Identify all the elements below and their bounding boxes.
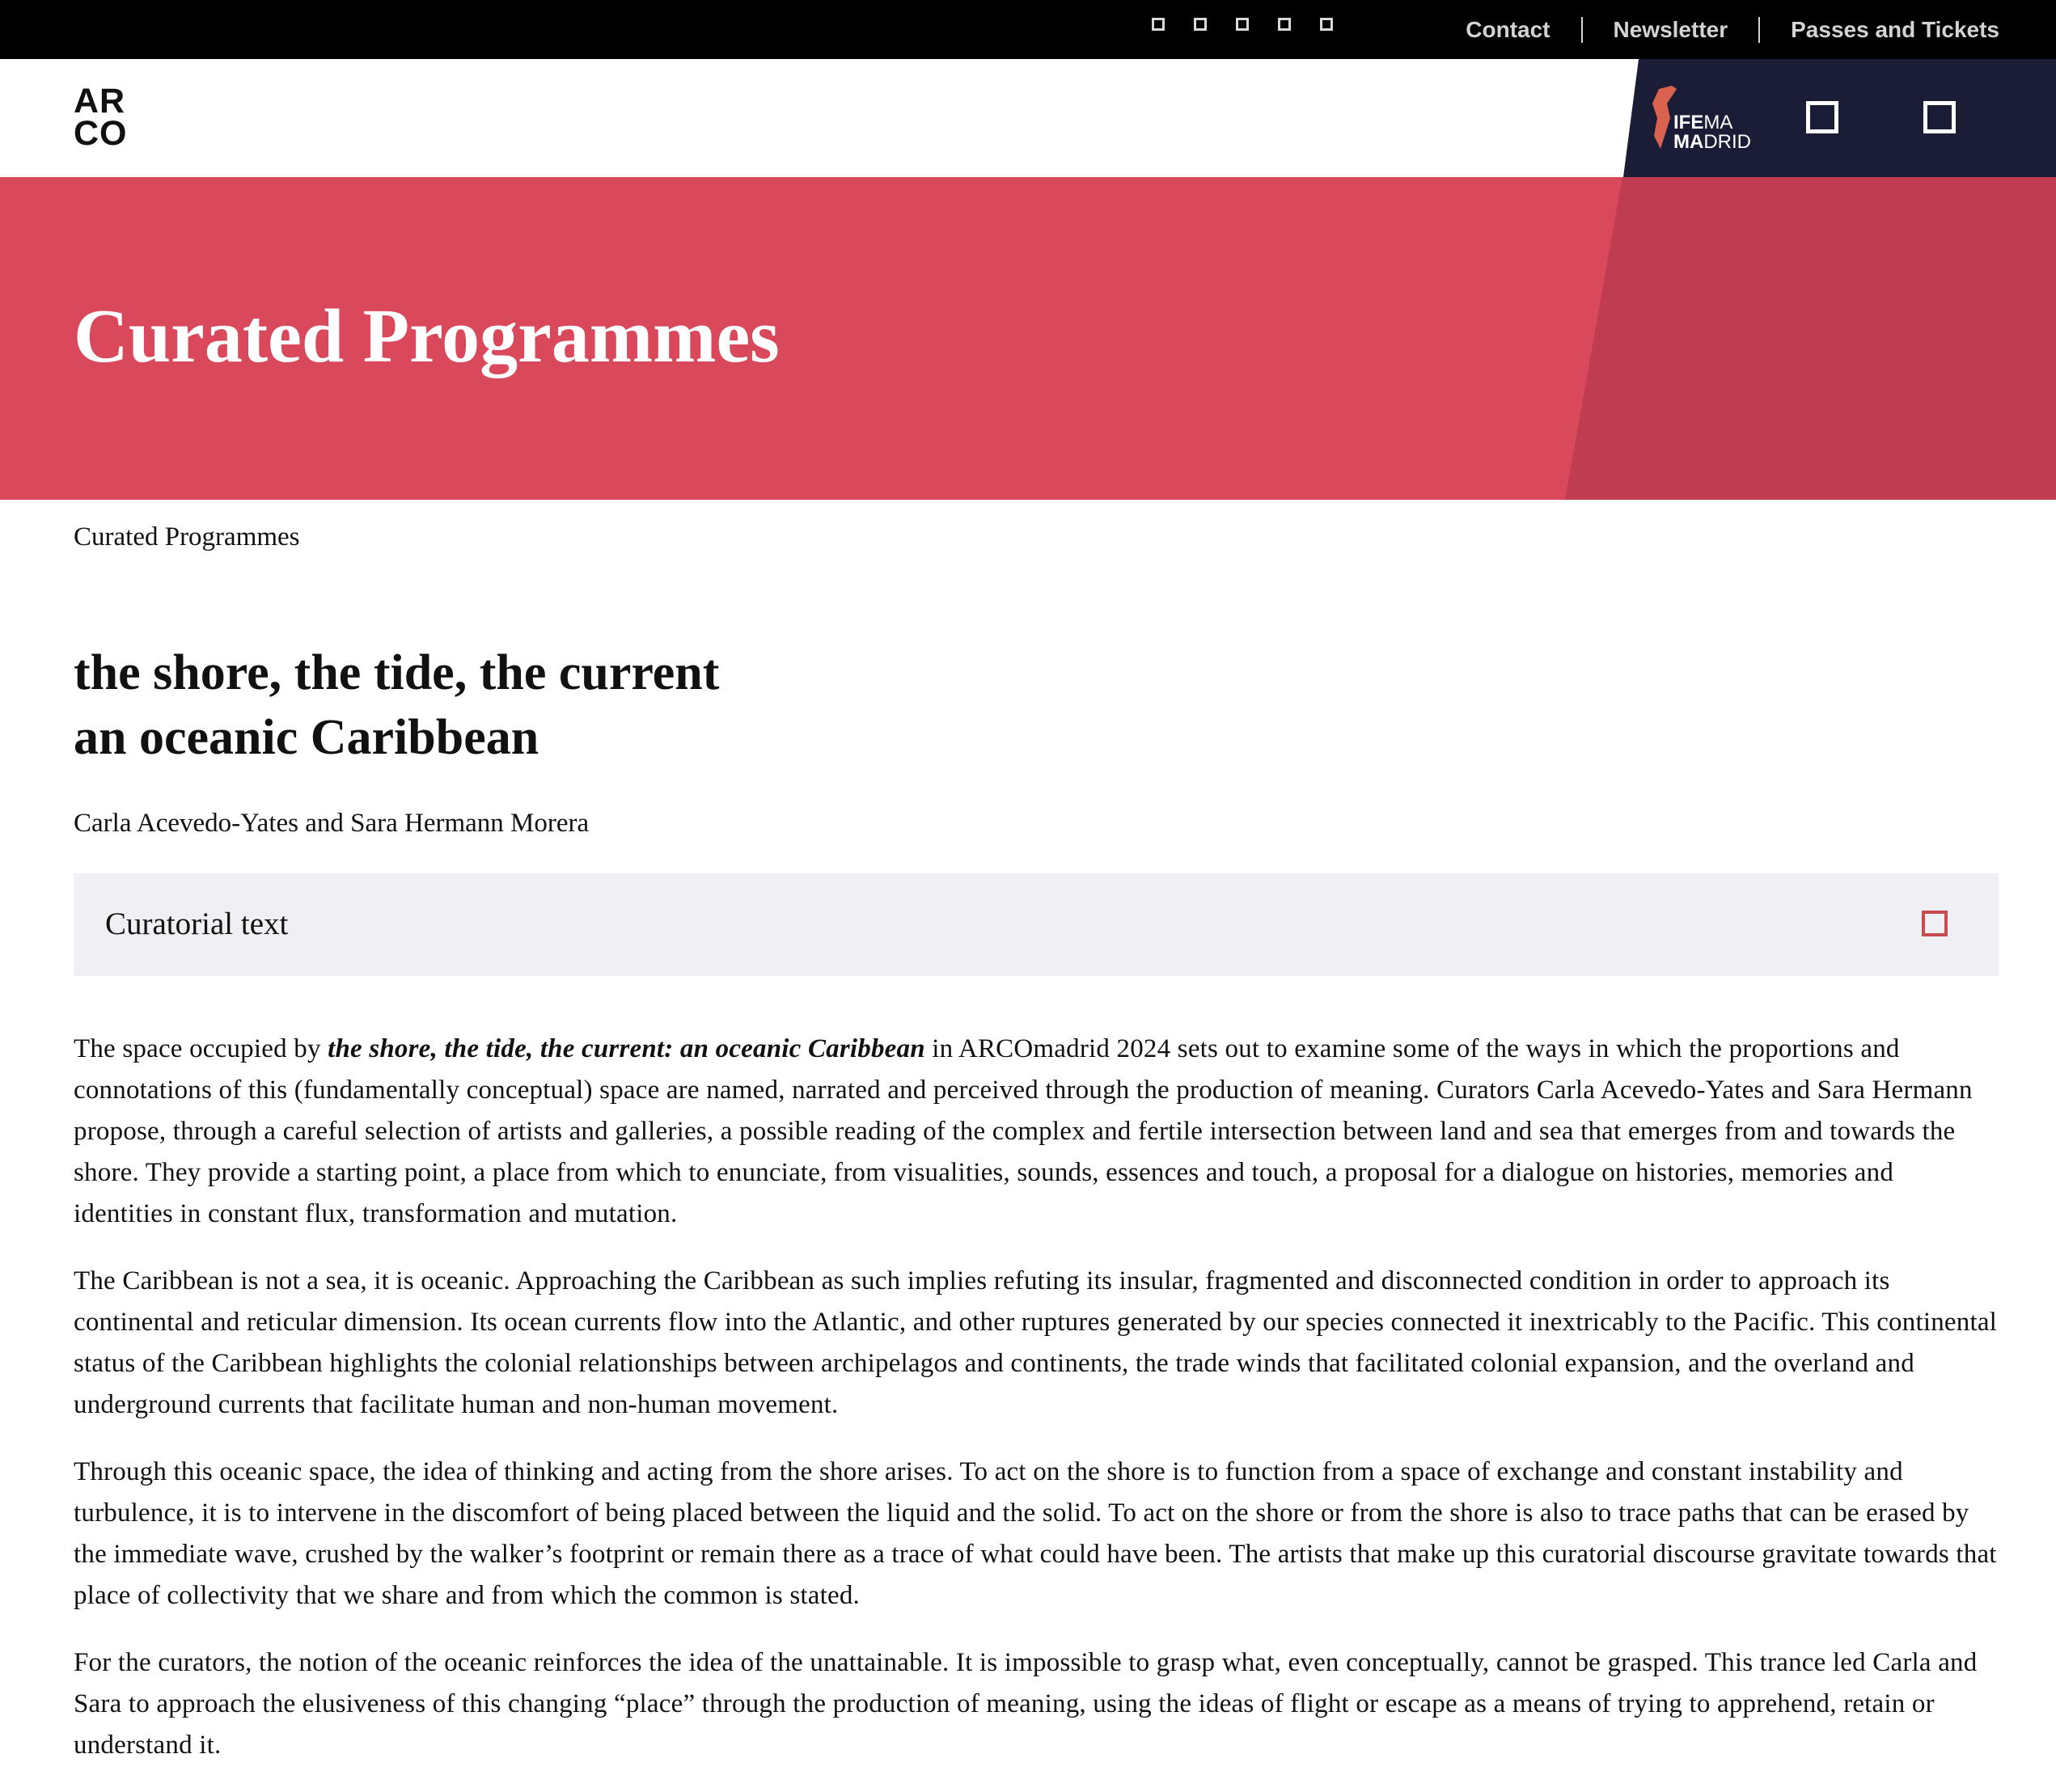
- logo-line-2: CO: [74, 114, 128, 153]
- utility-links: [1435, 0, 1999, 59]
- arco-logo[interactable]: [74, 82, 128, 153]
- paragraph-1-end: in ARCOmadrid 2024 sets out to examine some of the ways in which the proportions and connotations of this (fundamentally conceptual) space are named, narrated and perceived through the production of meaning. Curators Carla Acevedo-Yates and Sara Hermann propose, through a careful selection of artists and galleries, a possible reading of the complex and fertile intersection between land and sea that emerges from and towards the shore. They provide a starting point, a place from which to enunciate, from visualities, sounds, essences and touch, a proposal for a dialogue on histories, memories and identities in constant flux, transformation and mutation.: [74, 1034, 1973, 1228]
- top-utility-bar: [0, 0, 2056, 59]
- page-title: Curated Programmes: [74, 294, 780, 378]
- ifema-madrid-logo[interactable]: [1652, 86, 1758, 155]
- paragraph-2: The Caribbean is not a sea, it is oceanic. Approaching the Caribbean as such implies refuting its insular, fragmented and disconnected condition in order to approach its continental and reticular dimension. Its ocean currents flow into the Atlantic, and other ruptures generated by our species connected it inextricably to the Pacific. This continental status of the Caribbean highlights the colonial relationships between archipelagos and continents, the trade winds that facilitated colonial expansion, and the overland and underground currents that facilitate human and non-human movement.: [74, 1266, 1998, 1419]
- newsletter-link[interactable]: Newsletter: [1613, 16, 1728, 42]
- paragraph-3: Through this oceanic space, the idea of thinking and acting from the shore arises. To act on the shore is to function from a space of exchange and constant instability and turbulence, it is to intervene in the discomfort of being placed between the liquid and the solid. To act on the shore or from the shore is also to trace paths that can be erased by the immediate wave, crushed by the walker’s footprint or remain there as a trace of what could have been. The artists that make up this curatorial discourse gravitate towards that place of collectivity that we share and from which the common is stated.: [74, 1457, 1997, 1610]
- paragraph-1: [74, 1029, 1999, 1235]
- menu-icon[interactable]: [1923, 101, 1956, 133]
- social-icon-4[interactable]: [1278, 18, 1291, 31]
- ifema-wordmark: [1673, 113, 1751, 152]
- paragraph-1-start: The space occupied by: [74, 1034, 328, 1063]
- madrid-text-bold: MA: [1673, 131, 1704, 153]
- logo-line-1: AR: [74, 82, 126, 120]
- accordion-label: Curatorial text: [105, 907, 289, 941]
- article-title: [74, 640, 719, 770]
- ifema-text-bold: IFE: [1673, 112, 1704, 133]
- article-title-line-2: an oceanic Caribbean: [74, 710, 539, 765]
- contact-link[interactable]: Contact: [1466, 16, 1550, 42]
- paragraph-1-emphasis: the shore, the tide, the current: an oceanic Caribbean: [328, 1034, 925, 1063]
- ifema-text-light: MA: [1703, 112, 1733, 133]
- madrid-text-light: DRID: [1703, 131, 1751, 153]
- hero-banner: [0, 177, 2056, 500]
- social-icon-5[interactable]: [1320, 18, 1333, 31]
- breadcrumb[interactable]: Curated Programmes: [74, 522, 300, 552]
- search-icon[interactable]: [1806, 101, 1838, 133]
- social-links: [1152, 18, 1333, 31]
- article-title-line-1: the shore, the tide, the current: [74, 645, 720, 700]
- paragraph-4: For the curators, the notion of the oceanic reinforces the idea of the unattainable. It is impossible to grasp what, even conceptually, cannot be grasped. This trance led Carla and Sara to approach the elusiveness of this changing “place” through the production of meaning, using the ideas of flight or escape as a means of trying to apprehend, retain or understand it.: [74, 1648, 1978, 1760]
- social-icon-2[interactable]: [1194, 18, 1207, 31]
- article-body: [74, 1029, 1999, 1792]
- social-icon-3[interactable]: [1236, 18, 1249, 31]
- curatorial-text-accordion[interactable]: [74, 873, 1999, 976]
- accordion-toggle-icon[interactable]: [1922, 911, 1948, 936]
- curators-names: Carla Acevedo-Yates and Sara Hermann Morera: [74, 809, 590, 838]
- passes-and-tickets-link[interactable]: Passes and Tickets: [1791, 16, 1999, 42]
- social-icon-1[interactable]: [1152, 18, 1165, 31]
